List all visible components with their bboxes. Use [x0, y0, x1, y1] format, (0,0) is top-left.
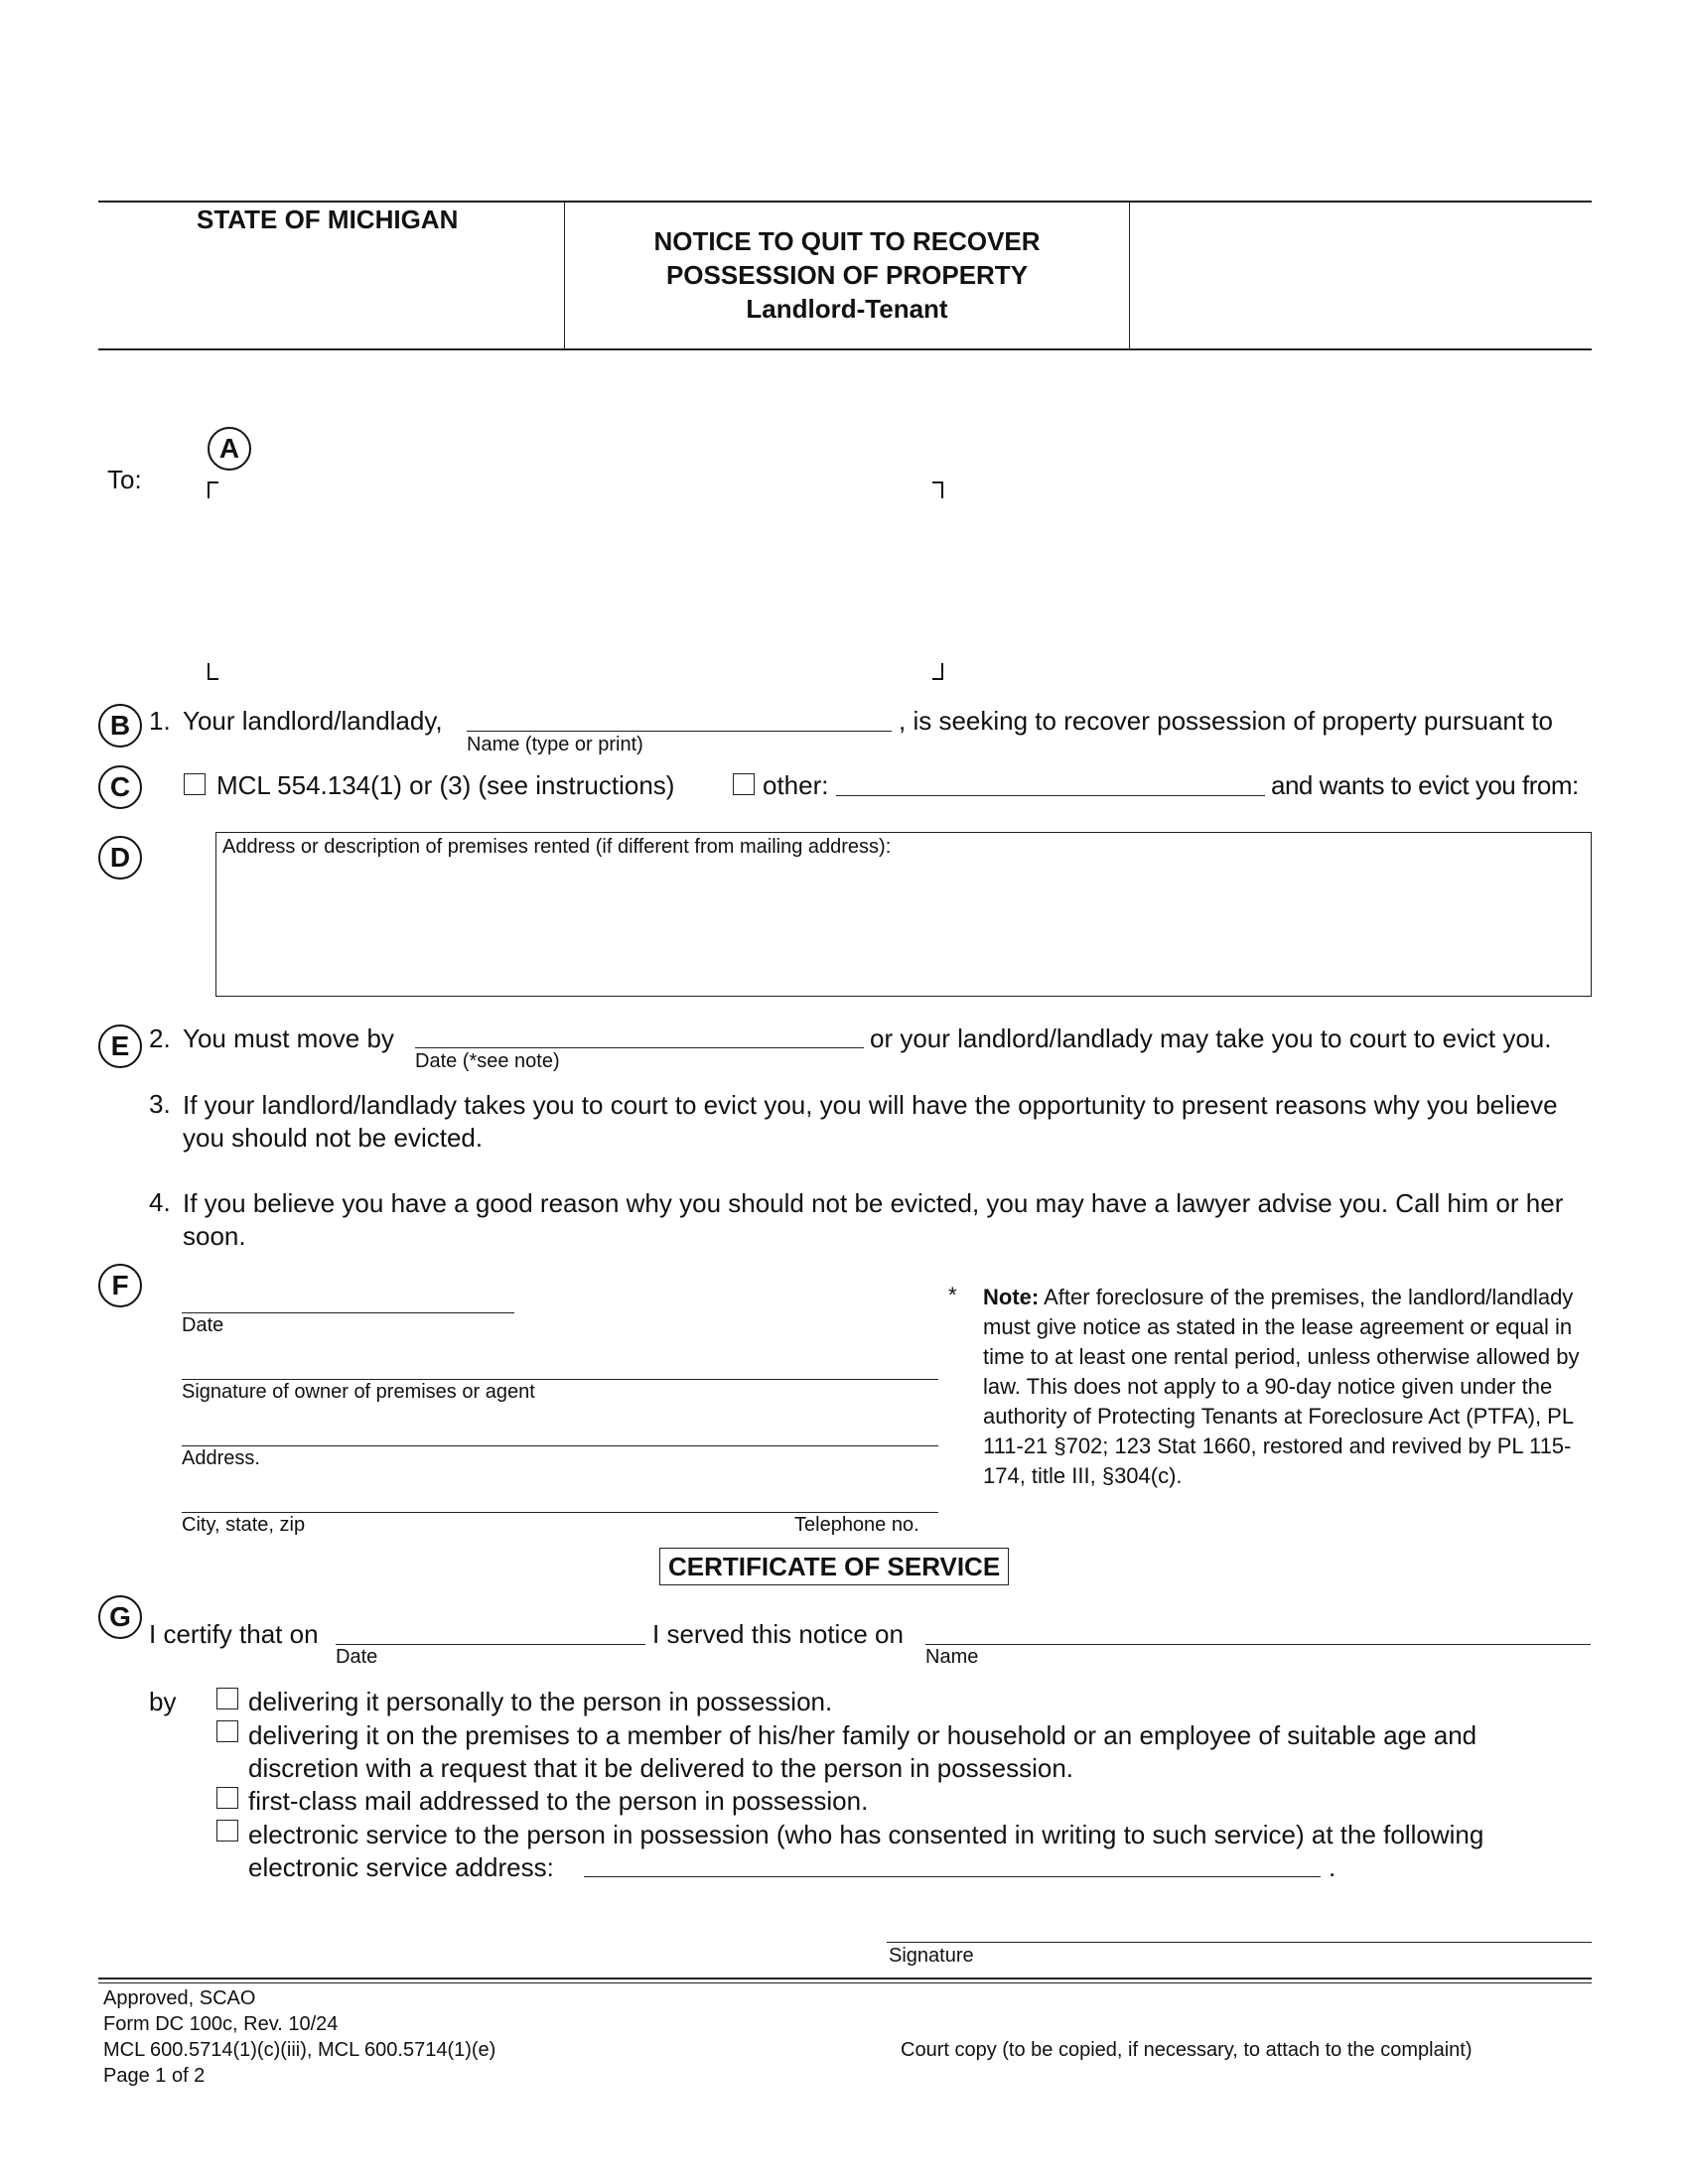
note-label: Note: [983, 1285, 1040, 1309]
form-title-line1: NOTICE TO QUIT TO RECOVER [653, 226, 1041, 256]
note-block [983, 1283, 1589, 1491]
move-by-date-caption: Date (*see note) [415, 1050, 560, 1072]
section-marker-d: D [98, 836, 142, 880]
served-name-caption: Name [925, 1646, 979, 1668]
service-electronic-checkbox[interactable] [216, 1820, 238, 1842]
premises-description-box[interactable] [215, 832, 1592, 997]
footer-rule-thick [98, 1978, 1592, 1979]
to-label: To: [107, 465, 142, 494]
service-premises-label: delivering it on the premises to a member of his/her family or household or an employee of suitable age and discretion with a request that it be delivered to the person in possession. [248, 1720, 1477, 1783]
footer-form-number: Form DC 100c, Rev. 10/24 [103, 2013, 339, 2035]
item2-number: 2. [149, 1024, 171, 1053]
service-personal-checkbox[interactable] [216, 1688, 238, 1709]
service-premises-checkbox[interactable] [216, 1720, 238, 1742]
service-personal-label: delivering it personally to the person in possession. [248, 1687, 833, 1716]
move-by-date-field[interactable] [415, 1047, 864, 1048]
landlord-name-caption: Name (type or print) [467, 734, 643, 755]
item2-suffix: or your landlord/landlady may take you to court to evict you. [870, 1024, 1552, 1053]
owner-signature-caption: Signature of owner of premises or agent [182, 1381, 535, 1403]
item1-suffix: , is seeking to recover possession of property pursuant to [899, 706, 1554, 736]
section-marker-a: A [208, 427, 251, 471]
electronic-address-field[interactable] [584, 1876, 1321, 1877]
owner-address-caption: Address. [182, 1447, 260, 1469]
notice-date-caption: Date [182, 1314, 224, 1336]
footer-page: Page 1 of 2 [103, 2065, 206, 2087]
footer-mcl: MCL 600.5714(1)(c)(iii), MCL 600.5714(1)(e) [103, 2039, 496, 2061]
section-marker-f: F [98, 1264, 142, 1307]
owner-telephone-caption: Telephone no. [794, 1514, 919, 1536]
other-basis-field[interactable] [836, 795, 1265, 796]
item2-prefix: You must move by [183, 1024, 394, 1053]
premises-box-label: Address or description of premises rented (if different from mailing address): [222, 836, 892, 858]
header-divider-right [1129, 202, 1130, 348]
owner-city-caption: City, state, zip [182, 1514, 306, 1536]
item4-text: If you believe you have a good reason why you should not be evicted, you may have a lawyer advise you. Call him or her soon. [183, 1188, 1564, 1251]
service-electronic-label: electronic service to the person in possession (who has consented in writing to such service) at the following electronic service address: [248, 1820, 1484, 1882]
service-mail-label: first-class mail addressed to the person in possession. [248, 1786, 869, 1816]
header-bottom-rule [98, 348, 1592, 350]
server-signature-field[interactable] [887, 1942, 1592, 1943]
form-title-line2: POSSESSION OF PROPERTY [665, 260, 1029, 290]
item3-text: If your landlord/landlady takes you to court to evict you, you will have the opportunity to present reasons why you believe you should not be evicted. [183, 1090, 1558, 1153]
mcl-554-label: MCL 554.134(1) or (3) (see instructions) [216, 770, 675, 800]
section-marker-c: C [98, 765, 142, 809]
section-marker-e: E [98, 1024, 142, 1068]
form-title-line3: Landlord-Tenant [746, 294, 948, 324]
line-c-suffix: and wants to evict you from: [1271, 770, 1579, 800]
landlord-name-field[interactable] [467, 731, 892, 732]
served-name-field[interactable] [925, 1644, 1591, 1645]
service-date-field[interactable] [336, 1644, 645, 1645]
item3-number: 3. [149, 1089, 171, 1119]
other-checkbox[interactable] [733, 773, 755, 795]
electronic-address-period: . [1329, 1852, 1336, 1882]
notice-date-field[interactable] [182, 1312, 514, 1313]
certify-label: I certify that on [149, 1619, 319, 1649]
section-marker-b: B [98, 704, 142, 748]
note-asterisk: * [948, 1283, 957, 1307]
by-label: by [149, 1687, 177, 1716]
footer-approved: Approved, SCAO [103, 1987, 256, 2009]
server-signature-caption: Signature [889, 1945, 974, 1967]
note-text: After foreclosure of the premises, the landlord/landlady must give notice as stated in the lease agreement or equal in time to at least one rental period, unless otherwise allowed by law. This does not apply to a 90-day notice given under the authority of Protecting Tenants at Foreclosure Act (PTFA), PL 111-21 §702; 123 Stat 1660, restored and revived by PL 115-174, title III, §304(c). [983, 1285, 1580, 1488]
footer-court-copy: Court copy (to be copied, if necessary, to attach to the complaint) [901, 2039, 1473, 2061]
certificate-heading: CERTIFICATE OF SERVICE [659, 1548, 1009, 1585]
service-date-caption: Date [336, 1646, 378, 1668]
item1-prefix: Your landlord/landlady, [183, 706, 443, 736]
service-mail-checkbox[interactable] [216, 1787, 238, 1809]
owner-address-field[interactable] [182, 1445, 938, 1446]
mcl-554-checkbox[interactable] [184, 773, 206, 795]
section-marker-g: G [98, 1595, 142, 1639]
other-label: other: [763, 770, 829, 800]
footer-rule-thin [98, 1982, 1592, 1983]
item4-number: 4. [149, 1187, 171, 1217]
served-label: I served this notice on [652, 1619, 904, 1649]
recipient-address-field[interactable] [211, 486, 935, 671]
header-top-rule [98, 201, 1592, 203]
state-name: STATE OF MICHIGAN [197, 205, 459, 234]
item1-number: 1. [149, 706, 171, 736]
